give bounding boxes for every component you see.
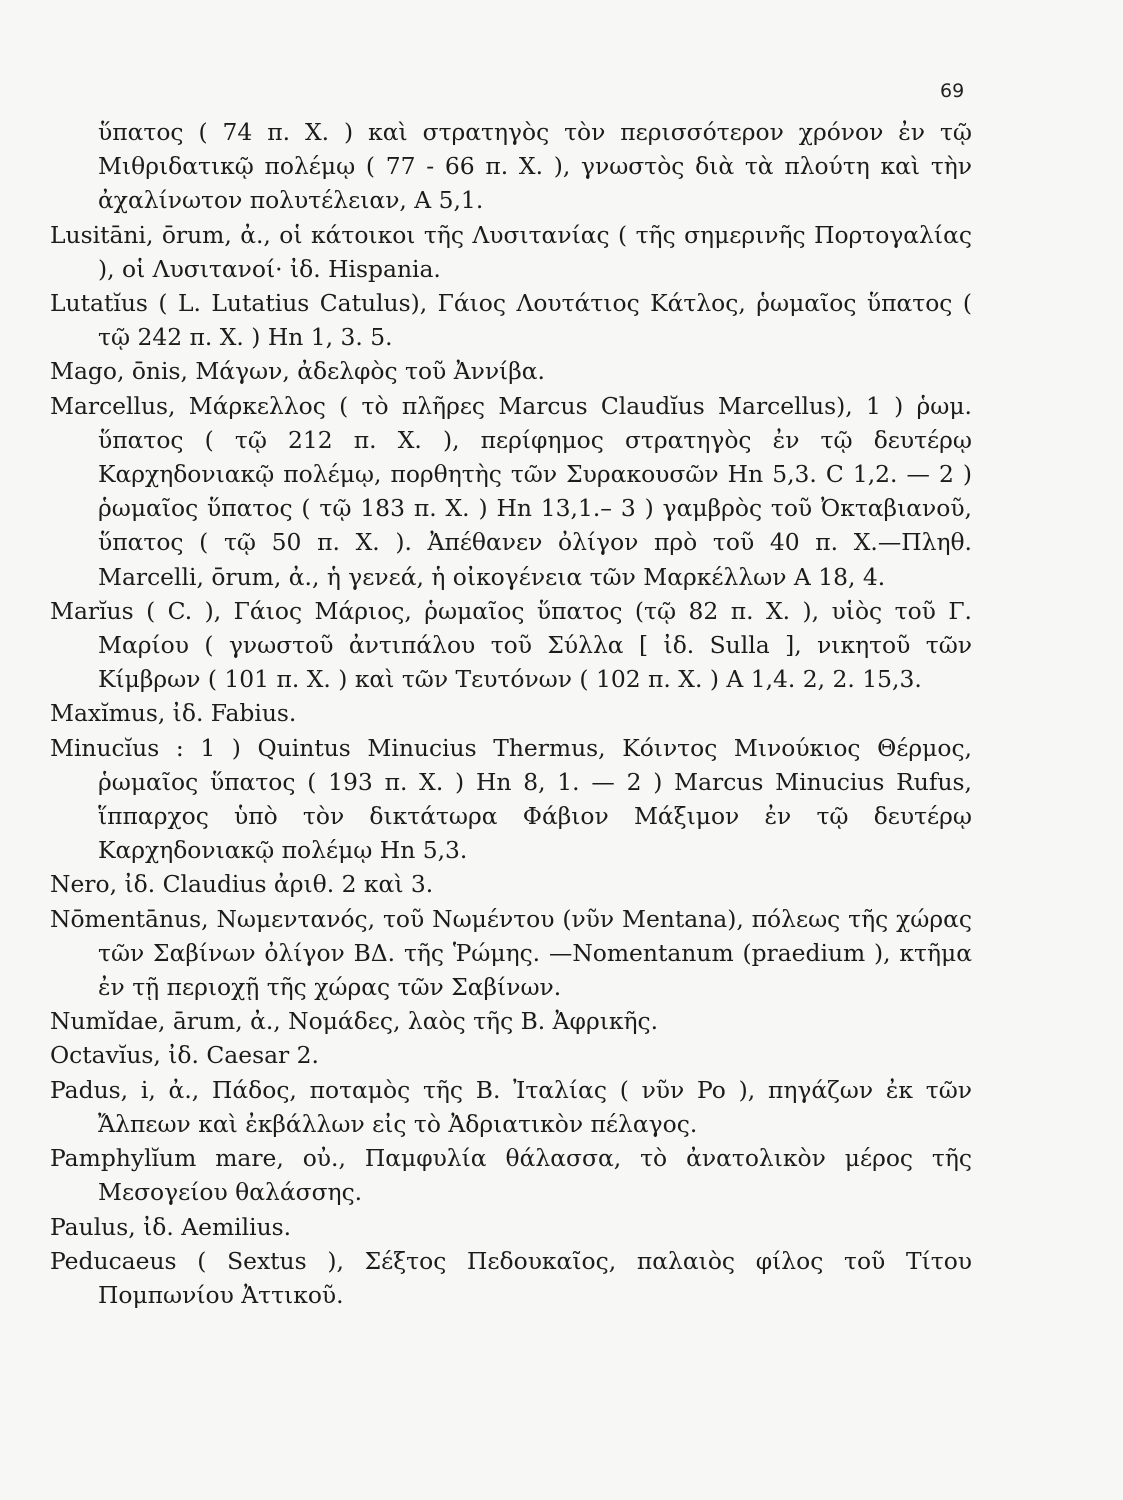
- entry-nomentanus: Nōmentānus, Νωμεντανός, τοῦ Νωμέντου (νῦν Mentana), πόλεως τῆς χώρας τῶν Σαβίνων ὀλίγον ΒΔ. τῆς Ῥώμης. —Nomentanum (praedium ), κτῆμα ἐν τῇ περιοχῇ τῆς χώρας τῶν Σαβίνων.: [50, 904, 972, 1002]
- page-number: 69: [940, 80, 965, 102]
- entry-continuation: ὕπατος ( 74 π. Χ. ) καὶ στρατηγὸς τὸν περισσότερον χρόνον ἐν τῷ Μιθριδατικῷ πολέμῳ ( 77 - 66 π. Χ. ), γνωστὸς διὰ τὰ πλούτη καὶ τὴν ἀχαλίνωτον πολυτέλειαν, Α 5,1.: [98, 118, 972, 215]
- entry-lutatius: Lutatĭus ( L. Lutatius Catulus), Γάιος Λουτάτιος Κάτλος, ῥωμαῖος ὕπατος ( τῷ 242 π. Χ. ) Hn 1, 3. 5.: [50, 289, 972, 352]
- entry-octavius: Octavĭus, ἰδ. Caesar 2.: [50, 1041, 319, 1070]
- entry-numidae: Numĭdae, ārum, ἀ., Νομάδες, λαὸς τῆς Β. Ἀφρικῆς.: [50, 1007, 659, 1036]
- entry-paulus: Paulus, ἰδ. Aemilius.: [50, 1212, 292, 1241]
- entry-mago: Mago, ōnis, Μάγων, ἀδελφὸς τοῦ Ἀννίβα.: [50, 357, 545, 386]
- entry-peducaeus: Peducaeus ( Sextus ), Σέξτος Πεδουκαῖος, παλαιὸς φίλος τοῦ Τίτου Πομπωνίου Ἀττικοῦ.: [50, 1246, 972, 1309]
- entry-maximus: Maxĭmus, ἰδ. Fabius.: [50, 699, 297, 728]
- entry-marcellus: Marcellus, Μάρκελλος ( τὸ πλῆρες Marcus Claudĭus Marcellus), 1 ) ῥωμ. ὕπατος ( τῷ 212 π. Χ. ), περίφημος στρατηγὸς ἐν τῷ δευτέρῳ Καρχηδονιακῷ πολέμῳ, πορθητὴς τῶν Συρακουσῶν Hn 5,3. C 1,2. — 2 ) ῥωμαῖος ὕπατος ( τῷ 183 π. Χ. ) Hn 13,1.– 3 ) γαμβρὸς τοῦ Ὀκταβιανοῦ, ὕπατος ( τῷ 50 π. Χ. ). Ἀπέθανεν ὀλίγον πρὸ τοῦ 40 π. Χ.—Πληθ. Marcelli, ōrum, ἀ., ἡ γενεά, ἡ οἰκογένεια τῶν Μαρκέλλων Α 18, 4.: [50, 391, 972, 591]
- entry-padus: Padus, i, ἀ., Πάδος, ποταμὸς τῆς Β. Ἰταλίας ( νῦν Po ), πηγάζων ἐκ τῶν Ἄλπεων καὶ ἐκβάλλων εἰς τὸ Ἀδριατικὸν πέλαγος.: [50, 1075, 972, 1138]
- entry-nero: Nero, ἰδ. Claudius ἀριθ. 2 καὶ 3.: [50, 870, 434, 899]
- entry-marius: Marĭus ( C. ), Γάιος Μάριος, ῥωμαῖος ὕπατος (τῷ 82 π. Χ. ), υἱὸς τοῦ Γ. Μαρίου ( γνωστοῦ ἀντιπάλου τοῦ Σύλλα [ ἰδ. Sulla ], νικητοῦ τῶν Κίμβρων ( 101 π. Χ. ) καὶ τῶν Τευτόνων ( 102 π. Χ. ) Α 1,4. 2, 2. 15,3.: [50, 596, 972, 694]
- entry-lusitani: Lusitāni, ōrum, ἀ., οἱ κάτοικοι τῆς Λυσιτανίας ( τῆς σημερινῆς Πορτογαλίας ), οἱ Λυσιτανοί· ἰδ. Hispania.: [50, 220, 972, 283]
- entry-list: [50, 115, 972, 1312]
- entry-pamphylium: Pamphylĭum mare, οὐ., Παμφυλία θάλασσα, τὸ ἀνατολικὸν μέρος τῆς Μεσογείου θαλάσσης.: [50, 1144, 972, 1207]
- entry-minucius: Minucĭus : 1 ) Quintus Minucius Thermus, Κόιντος Μινούκιος Θέρμος, ῥωμαῖος ὕπατος ( 193 π. Χ. ) Hn 8, 1. — 2 ) Marcus Minucius Rufus, ἵππαρχος ὑπὸ τὸν δικτάτωρα Φάβιον Μάξιμον ἐν τῷ δευτέρῳ Καρχηδονιακῷ πολέμῳ Hn 5,3.: [50, 733, 972, 865]
